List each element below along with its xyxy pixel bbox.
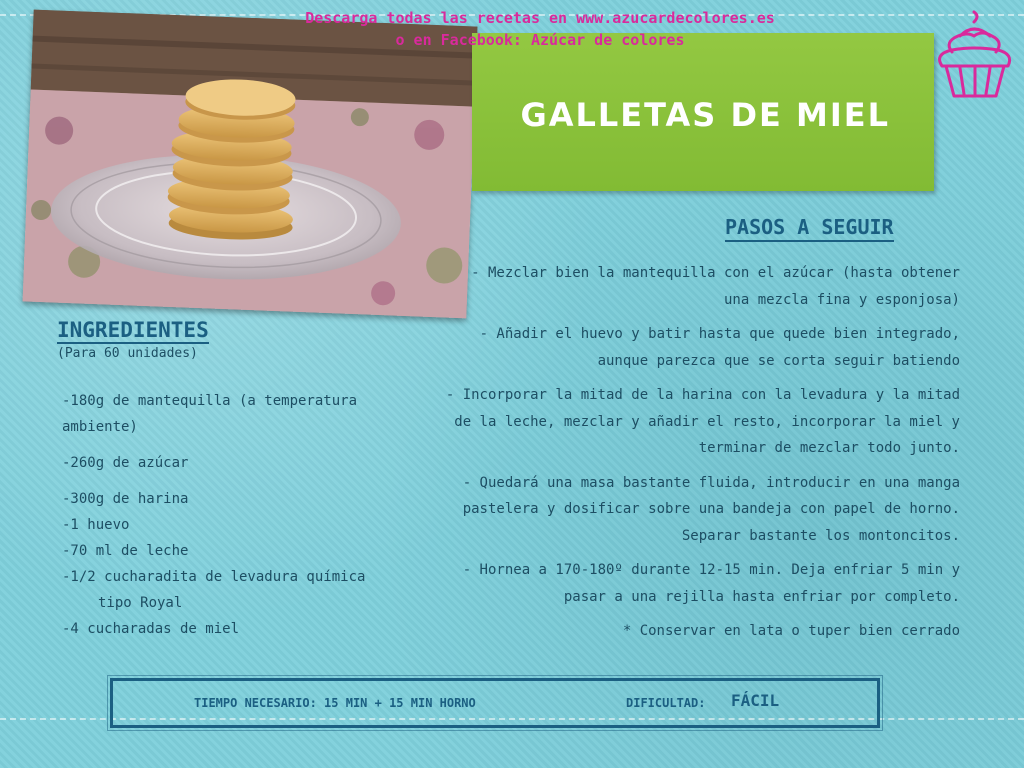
prep-time: TIEMPO NECESARIO: 15 MIN + 15 MIN HORNO bbox=[194, 696, 476, 710]
step-note: * Conservar en lata o tuper bien cerrado bbox=[622, 623, 960, 639]
difficulty-value: FÁCIL bbox=[731, 691, 780, 710]
ingredients-list bbox=[62, 388, 412, 642]
steps-heading: PASOS A SEGUIR bbox=[725, 214, 894, 242]
download-notice bbox=[240, 7, 840, 51]
list-item: -4 cucharadas de miel bbox=[62, 621, 240, 637]
recipe-photo bbox=[23, 10, 478, 319]
steps-list bbox=[440, 260, 960, 653]
list-item: -70 ml de leche bbox=[62, 543, 189, 559]
cookies-on-plate-image bbox=[23, 10, 478, 319]
recipe-title: GALLETAS DE MIEL bbox=[520, 96, 890, 134]
list-item: -260g de azúcar bbox=[62, 455, 189, 471]
cupcake-logo-icon bbox=[930, 4, 1020, 104]
ingredients-heading: INGREDIENTES bbox=[57, 318, 209, 342]
list-item: tipo Royal bbox=[98, 595, 183, 611]
list-item: -1/2 cucharadita de levadura química bbox=[62, 569, 366, 585]
ingredients-servings: (Para 60 unidades) bbox=[57, 346, 198, 361]
step-item: - Quedará una masa bastante fluida, introducir en una manga pastelera y dosificar sobre una bandeja con papel de horno. Separar bastante los montoncitos. bbox=[462, 474, 960, 544]
step-item: - Incorporar la mitad de la harina con la levadura y la mitad de la leche, mezclar y añadir el resto, incorporar la miel y terminar de mezclar todo junto. bbox=[445, 387, 960, 456]
list-item: -300g de harina bbox=[62, 491, 189, 507]
step-item: - Mezclar bien la mantequilla con el azúcar (hasta obtener una mezcla fina y esponjosa) bbox=[471, 265, 960, 308]
download-line-website[interactable]: Descarga todas las recetas en www.azucardecolores.es bbox=[305, 9, 775, 27]
step-item: - Hornea a 170-180º durante 12-15 min. Deja enfriar 5 min y pasar a una rejilla hasta enfriar por completo. bbox=[462, 562, 960, 605]
list-item: -1 huevo bbox=[62, 517, 130, 533]
download-line-facebook[interactable]: o en Facebook: Azúcar de colores bbox=[395, 31, 685, 49]
difficulty-label: DIFICULTAD: bbox=[626, 696, 706, 710]
step-item: - Añadir el huevo y batir hasta que quede bien integrado, aunque parezca que se corta seguir batiendo bbox=[479, 326, 960, 369]
list-item: -180g de mantequilla (a temperatura ambiente) bbox=[62, 393, 358, 435]
